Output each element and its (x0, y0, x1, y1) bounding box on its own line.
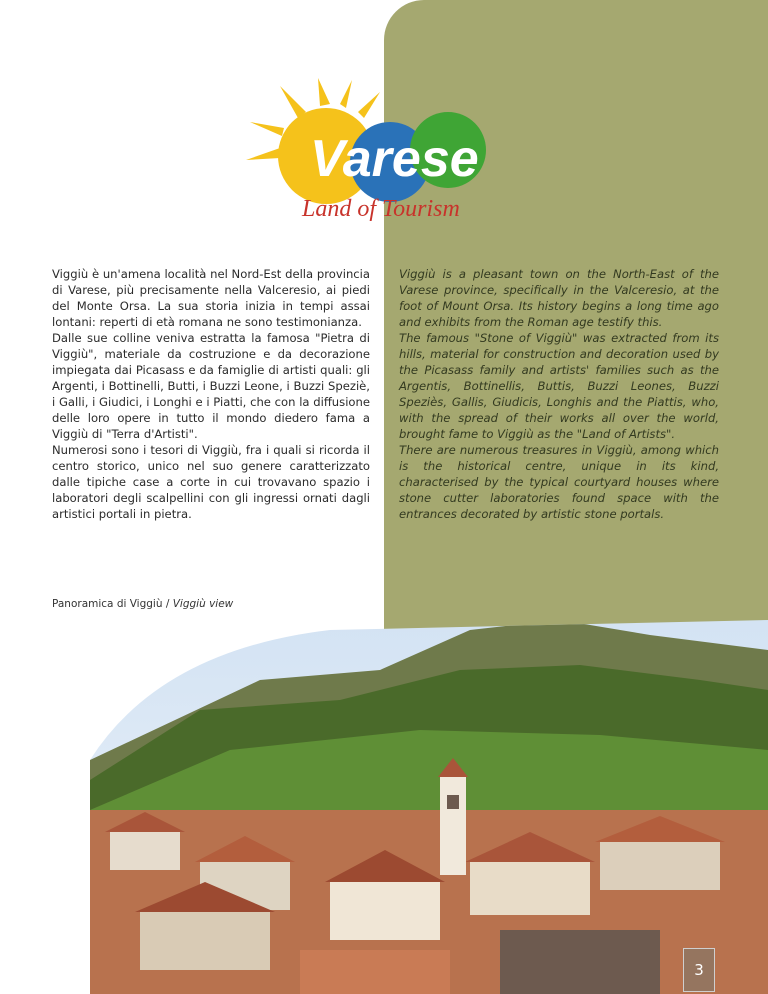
english-paragraph: The famous "Stone of Viggiù" was extracted from its hills, material for construction and decoration used by the Picasass family and artists' families such as the Argentis, Bottinellis, Buttis, Buzzi Leones, Buzzi Speziès, Gallis, Giudicis, Longhis and the Piattis, who, with the spread of their works all over the world, brought fame to Viggiù as the "Land of Artists". (399, 331, 719, 441)
logo-tagline: Land of Tourism (302, 196, 460, 222)
page-number: 3 (683, 948, 715, 992)
italian-paragraph: Dalle sue colline veniva estratta la famosa "Pietra di Viggiù", materiale da costruzione e da decorazione impiegata dai Picasass e da famiglie di artisti quali: gli Argenti, i Bottinelli, Butti, i Buzzi Leone, i Buzzi Speziè, i Galli, i Giudici, i Longhi e i Piatti, che con la diffusione delle loro opere in tutto il mondo diedero fama a Viggiù di "Terra d'Artisti". (52, 331, 370, 441)
english-text-column (399, 266, 719, 522)
logo-wordmark: Varese (310, 130, 479, 188)
varese-logo (240, 78, 520, 228)
italian-text-column (52, 266, 370, 522)
italian-paragraph: Numerosi sono i tesori di Viggiù, fra i quali si ricorda il centro storico, unico nel suo genere caratterizzato dalle tipiche case a corte in cui trovavano spazio i laboratori degli scalpellini con gli ingressi ornati dagli artistici portali in pietra. (52, 443, 370, 521)
viggiu-panorama-photo (0, 560, 768, 994)
caption-english: Viggiù view (172, 598, 234, 610)
photo-caption (52, 598, 233, 610)
bell-tower (438, 758, 468, 875)
english-paragraph: Viggiù is a pleasant town on the North-East of the Varese province, specifically in the Valceresio, at the foot of Mount Orsa. Its history begins a long time ago and exhibits from the Roman age testify this. (399, 267, 719, 329)
caption-italian: Panoramica di Viggiù / (52, 598, 173, 610)
italian-paragraph: Viggiù è un'amena località nel Nord-Est della provincia di Varese, più precisamente nella Valceresio, ai piedi del Monte Orsa. La sua storia inizia in tempi assai lontani: reperti di età romana ne sono testimonianza. (52, 267, 370, 329)
english-paragraph: There are numerous treasures in Viggiù, among which is the historical centre, unique in its kind, characterised by the typical courtyard houses where stone cutter laboratories found space with the entrances decorated by artistic stone portals. (399, 443, 719, 521)
